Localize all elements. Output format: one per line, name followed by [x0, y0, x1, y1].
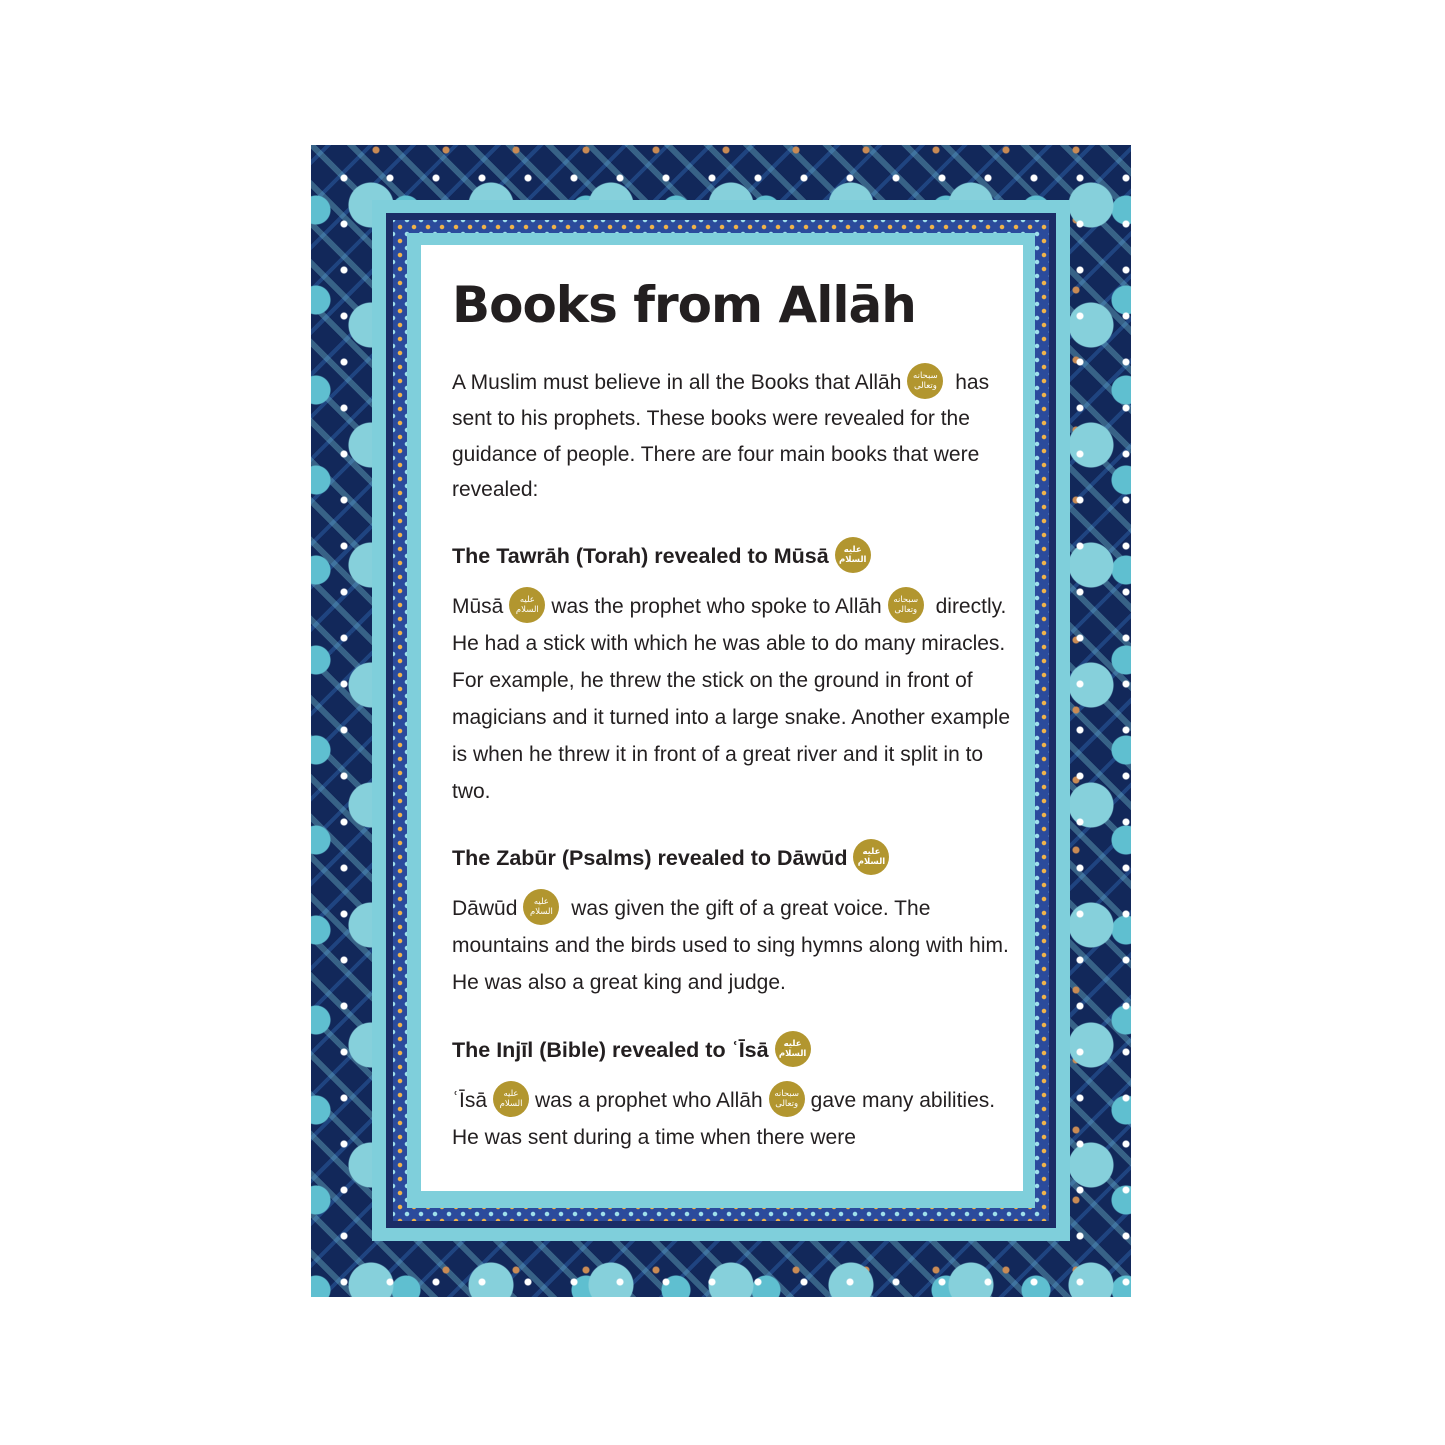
body-text: directly. He had a stick with which he was able to do many miracles. For example, he threw the stick on the ground in front of magicians and it turned into a large snake. Another example is when he threw it in front of a great river and it split in to two. — [452, 595, 1011, 804]
honorific-badge-icon — [769, 1081, 805, 1117]
section-heading-tawrah — [452, 538, 877, 575]
honorific-text: عليه السلام — [529, 897, 553, 918]
body-text: Dāwūd — [452, 897, 518, 920]
body-text: ʿĪsā — [452, 1089, 488, 1112]
section-heading-text: The Injīl (Bible) revealed to ʿĪsā — [452, 1038, 769, 1062]
section-heading-text: The Zabūr (Psalms) revealed to Dāwūd — [452, 846, 848, 870]
honorific-text: سبحانه وتعالى — [774, 1089, 800, 1110]
section-heading-injil — [452, 1032, 817, 1069]
honorific-badge-icon — [835, 537, 871, 573]
honorific-text: عليه السلام — [499, 1089, 523, 1110]
honorific-badge-icon — [775, 1031, 811, 1067]
section-heading-text: The Tawrāh (Torah) revealed to Mūsā — [452, 544, 829, 568]
honorific-text: عليه السلام — [778, 1039, 807, 1060]
body-text: was given the gift of a great voice. The mountains and the birds used to sing hymns along with him. He was also a great king and judge. — [452, 897, 1009, 995]
section-body-tawrah — [452, 588, 1012, 810]
page-title: Books from Allāh — [452, 276, 916, 334]
section-body-zabur — [452, 890, 1012, 1001]
section-heading-zabur — [452, 840, 895, 877]
intro-text-rest: has sent to his prophets. These books were revealed for the guidance of people. There are four main books that were revealed: — [452, 371, 990, 502]
honorific-badge-icon — [509, 587, 545, 623]
honorific-badge-icon — [907, 363, 943, 399]
section-body-injil — [452, 1082, 1012, 1156]
intro-text-start: A Muslim must believe in all the Books that Allāh — [452, 371, 902, 394]
honorific-text: سبحانه وتعالى — [913, 371, 938, 392]
body-text: Mūsā — [452, 595, 504, 618]
honorific-badge-icon — [888, 587, 924, 623]
body-text: was the prophet who spoke to Allāh — [551, 595, 882, 618]
honorific-badge-icon — [493, 1081, 529, 1117]
honorific-text: سبحانه وتعالى — [893, 595, 919, 616]
honorific-badge-icon — [853, 839, 889, 875]
intro-paragraph — [452, 365, 1012, 508]
honorific-text: عليه السلام — [839, 545, 867, 566]
body-text: was a prophet who Allāh — [535, 1089, 763, 1112]
body-text: gave many abilities. He was sent during a time when there were — [452, 1089, 996, 1150]
honorific-text: عليه السلام — [515, 595, 539, 616]
honorific-text: عليه السلام — [857, 847, 886, 868]
honorific-badge-icon — [523, 889, 559, 925]
